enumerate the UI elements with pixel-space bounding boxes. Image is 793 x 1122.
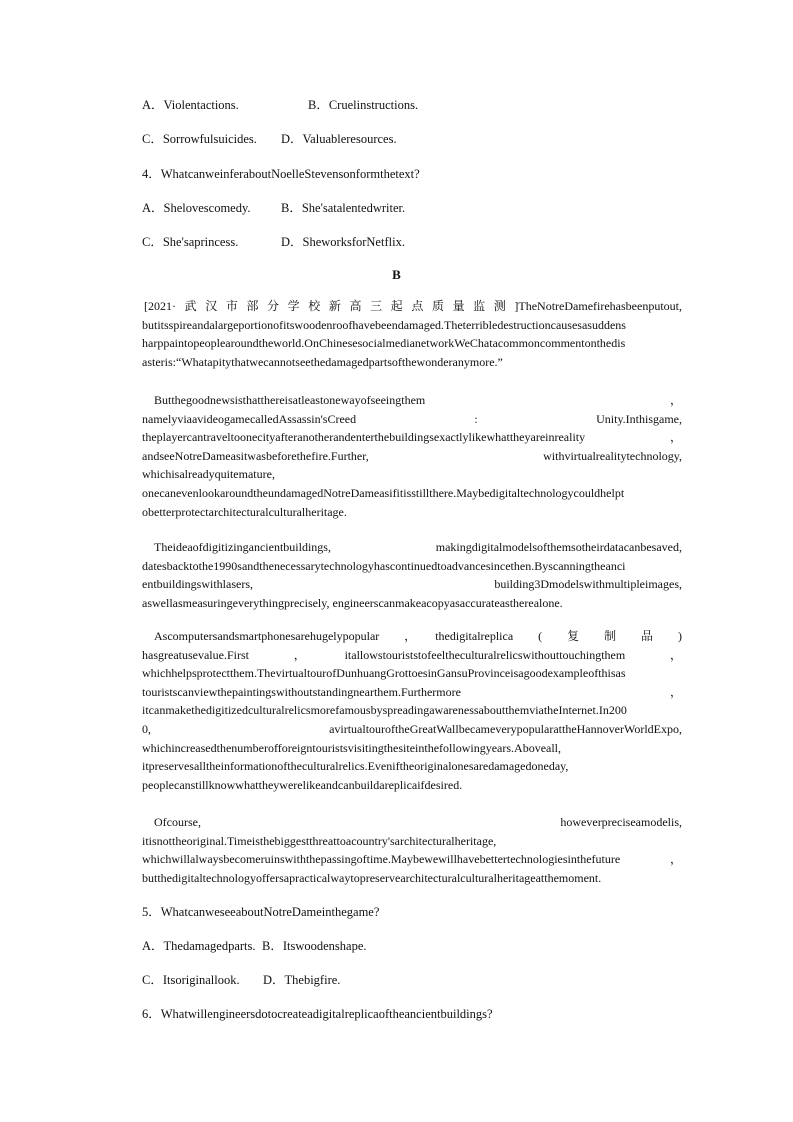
q4-option-d: D．SheworksforNetflix. (281, 235, 405, 249)
passage-line: itpreservesalltheinformationoftheculturalrelics.Eveniftheoriginalonesaredamagedoneday, (142, 759, 569, 774)
passage-line: itcanmakethedigitizedculturalrelicsmorefamousbyspreadingawarenessaboutthemviatheInternet.In200 (142, 703, 627, 718)
passage-line: entbuildingswithlasers, building3Dmodelswithmultipleimages, (142, 577, 682, 592)
passage-line: Butthegoodnewsisthatthereisatleastonewayofseeingthem ， (154, 393, 682, 407)
q3-option-d: D．Valuableresources. (281, 132, 397, 146)
passage-line: peoplecanstillknowwhattheywerelikeandcanbuildareplicaifdesired. (142, 777, 463, 792)
passage-paragraph-4 (142, 627, 682, 794)
q3-option-a: A．Violentactions. (142, 98, 239, 112)
passage-line: butthedigitaltechnologyoffersapracticalwaytopreservearchitecturalculturalheritageatthemoment. (142, 870, 602, 885)
passage-line: obetterprotectarchitecturalculturalheritage. (142, 504, 347, 519)
q3-option-c: C．Sorrowfulsuicides. (142, 132, 257, 146)
q5-question: 5．WhatcanweseeaboutNotreDameinthegame? (142, 905, 380, 919)
q3-option-b: B．Cruelinstructions. (308, 98, 419, 112)
passage-line: onecanevenlookaroundtheundamagedNotreDameasifitisstillthere.Maybedigitaltechnologycouldhelpt (142, 485, 625, 500)
passage-paragraph-3 (142, 538, 682, 612)
passage-line: harppaintopeoplearoundtheworld.OnChinesesocialmedianetworkWeChatacommoncommentonthedis (142, 336, 626, 351)
passage-paragraph-5 (142, 813, 682, 887)
q4-question: 4．WhatcanweinferaboutNoelleStevensonformthetext? (142, 167, 420, 181)
passage-line: datesbacktothe1990sandthenecessarytechnologyhascontinuedtoadvancesincethen.Byscanningtheanci (142, 558, 626, 573)
q4-option-a: A．Shelovescomedy. (142, 201, 251, 215)
passage-line: aswellasmeasuringeverythingprecisely, engineerscanmakeacopyasaccurateastherealone. (142, 595, 563, 610)
q4-option-c: C．She'saprincess. (142, 235, 239, 249)
passage-line: whichhelpsprotectthem.ThevirtualtourofDunhuangGrottoesinGansuProvinceisagoodexampleofthisas (142, 666, 626, 681)
passage-line: andseeNotreDameasitwasbeforethefire.Further, withvirtualrealitytechnology, (142, 448, 682, 463)
passage-paragraph-1 (142, 297, 682, 371)
q5-option-b: B．Itswoodenshape. (262, 939, 367, 953)
q5-option-c: C．Itsoriginallook. (142, 973, 240, 987)
passage-line: whichincreasedthenumberofforeigntouristsvisitingthesiteinthefollowingyears.Aboveall, (142, 740, 562, 755)
passage-line: touristscanviewthepaintingswithoutstandingnearthem.Furthermore ， (142, 684, 682, 699)
q4-option-b: B．She'satalentedwriter. (281, 201, 406, 215)
q6-question: 6．Whatwillengineersdotocreateadigitalreplicaoftheancientbuildings? (142, 1007, 493, 1021)
q5-option-a: A．Thedamagedparts. (142, 939, 256, 953)
passage-line: Theideaofdigitizingancientbuildings, makingdigitalmodelsofthemsotheirdatacanbesaved, (154, 540, 682, 554)
passage-line: 0, avirtualtouroftheGreatWallbecameverypopularattheHannoverWorldExpo, (142, 721, 682, 736)
passage-line: Ascomputersandsmartphonesarehugelypopular ， thedigitalreplica ( 复 制 品 ) (154, 629, 682, 643)
passage-line: butitsspireandalargeportionofitswoodenroofhavebeendamaged.Theterribledestructioncausesasuddens (142, 317, 626, 332)
section-heading: B (392, 267, 401, 282)
passage-paragraph-2 (142, 391, 682, 521)
passage-line: whichwillalwaysbecomeruinswiththepassingoftime.Maybewewillhavebettertechnologiesinthefuture， (142, 852, 682, 867)
passage-line: asteris:“Whatapitythatwecannotseethedamagedpartsofthewonderanymore.” (142, 354, 503, 369)
q5-option-d: D．Thebigfire. (263, 973, 341, 987)
passage-line: [2021·武汉市部分学校新高三起点质量监测]TheNotreDamefirehasbeenputout, (144, 299, 682, 313)
passage-line: theplayercantraveltoonecityafteranotherandenterthebuildingsexactlylikewhattheyareinreality ， (142, 430, 682, 445)
passage-line: itisnottheoriginal.Timeisthebiggestthreattoacountry'sarchitecturalheritage, (142, 833, 497, 848)
passage-line: whichisalreadyquitemature, (142, 467, 275, 482)
passage-line: namelyviaavideogamecalledAssassin'sCreed : Unity.Inthisgame, (142, 411, 682, 426)
passage-line: hasgreatusevalue.First ， itallowstouriststofeeltheculturalrelicswithouttouchingthem ， (142, 647, 682, 662)
passage-line: Ofcourse, howeverpreciseamodelis, (154, 815, 682, 829)
